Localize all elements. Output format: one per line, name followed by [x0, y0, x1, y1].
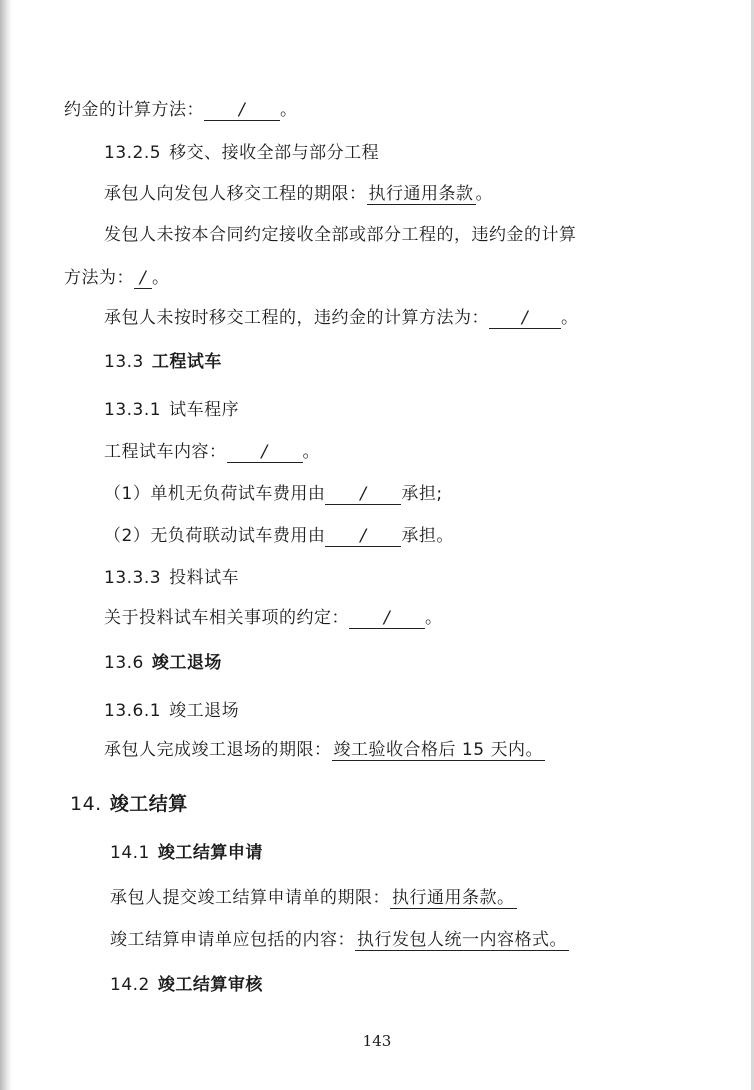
line-end: 。 — [302, 442, 320, 462]
filled-field: 竣工验收合格后 15 天内。 — [333, 740, 543, 760]
paragraph-line-1 — [64, 98, 298, 122]
section-13-6-1 — [104, 699, 239, 723]
section-14-2 — [110, 973, 263, 997]
section-title: 竣工退场 — [151, 653, 222, 673]
line-end: 承担; — [401, 484, 443, 504]
paragraph-line-20 — [110, 928, 569, 952]
section-number: 13.3.1 — [104, 400, 162, 420]
blank-field: / — [204, 100, 280, 121]
section-title: 投料试车 — [169, 568, 240, 588]
section-number: 14.2 — [110, 975, 150, 995]
paragraph-line-13 — [104, 606, 443, 630]
section-14 — [70, 792, 188, 816]
section-number: 13.3.3 — [104, 568, 162, 588]
section-13-3-3 — [104, 566, 239, 590]
paragraph-line-10 — [104, 482, 443, 506]
line-text: 发包人未按本合同约定接收全部或部分工程的，违约金的计算 — [104, 225, 577, 245]
section-title: 试车程序 — [169, 400, 240, 420]
paragraph-line-16 — [104, 738, 545, 762]
blank-field: / — [227, 442, 303, 463]
filled-field: 执行通用条款。 — [392, 888, 515, 908]
blank-field: / — [134, 268, 152, 289]
paragraph-line-11 — [104, 524, 454, 548]
line-end: 。 — [280, 100, 298, 120]
section-title: 竣工结算审核 — [157, 975, 263, 995]
section-13-6 — [104, 651, 222, 675]
line-text: 工程试车内容： — [104, 442, 227, 462]
paragraph-line-6 — [104, 306, 579, 330]
paragraph-line-19 — [110, 886, 517, 910]
section-number: 13.2.5 — [104, 143, 162, 163]
section-13-2-5 — [104, 141, 379, 165]
section-13-3-1 — [104, 398, 239, 422]
line-text: 关于投料试车相关事项的约定： — [104, 608, 349, 628]
line-text: 方法为： — [64, 268, 134, 288]
section-number: 14.1 — [110, 843, 150, 863]
section-number: 13.6.1 — [104, 701, 162, 721]
section-title: 竣工退场 — [169, 701, 240, 721]
filled-field: 执行通用条款 — [368, 184, 474, 204]
line-end: 承担。 — [401, 526, 454, 546]
paragraph-line-5 — [64, 266, 170, 290]
paragraph-line-9 — [104, 440, 320, 464]
section-title: 竣工结算 — [109, 793, 188, 815]
page-number: 143 — [362, 1032, 392, 1050]
section-number: 14. — [70, 793, 102, 815]
blank-field: / — [349, 608, 425, 629]
line-text: 承包人提交竣工结算申请单的期限： — [110, 888, 390, 908]
paragraph-line-4 — [104, 223, 577, 247]
section-title: 移交、接收全部与部分工程 — [169, 143, 380, 163]
line-text: 竣工结算申请单应包括的内容： — [110, 930, 355, 950]
line-text: 承包人未按时移交工程的，违约金的计算方法为： — [104, 308, 489, 328]
section-13-3 — [104, 350, 222, 374]
line-text: 承包人向发包人移交工程的期限： — [104, 184, 367, 204]
paragraph-line-3 — [104, 182, 493, 206]
section-title: 竣工结算申请 — [157, 843, 263, 863]
filled-field: 执行发包人统一内容格式。 — [357, 930, 567, 950]
blank-field: / — [325, 526, 401, 547]
section-number: 13.3 — [104, 352, 144, 372]
line-end: 。 — [561, 308, 579, 328]
section-number: 13.6 — [104, 653, 144, 673]
blank-field: / — [325, 484, 401, 505]
line-end: 。 — [425, 608, 443, 628]
line-end: 。 — [475, 184, 493, 204]
line-text: 约金的计算方法： — [64, 100, 204, 120]
page-binding-edge — [0, 0, 12, 1090]
blank-field: / — [489, 308, 561, 329]
section-title: 工程试车 — [151, 352, 222, 372]
line-text: （2）无负荷联动试车费用由 — [104, 526, 326, 546]
line-end: 。 — [152, 268, 170, 288]
section-14-1 — [110, 841, 263, 865]
line-text: 承包人完成竣工退场的期限： — [104, 740, 332, 760]
line-text: （1）单机无负荷试车费用由 — [104, 484, 326, 504]
